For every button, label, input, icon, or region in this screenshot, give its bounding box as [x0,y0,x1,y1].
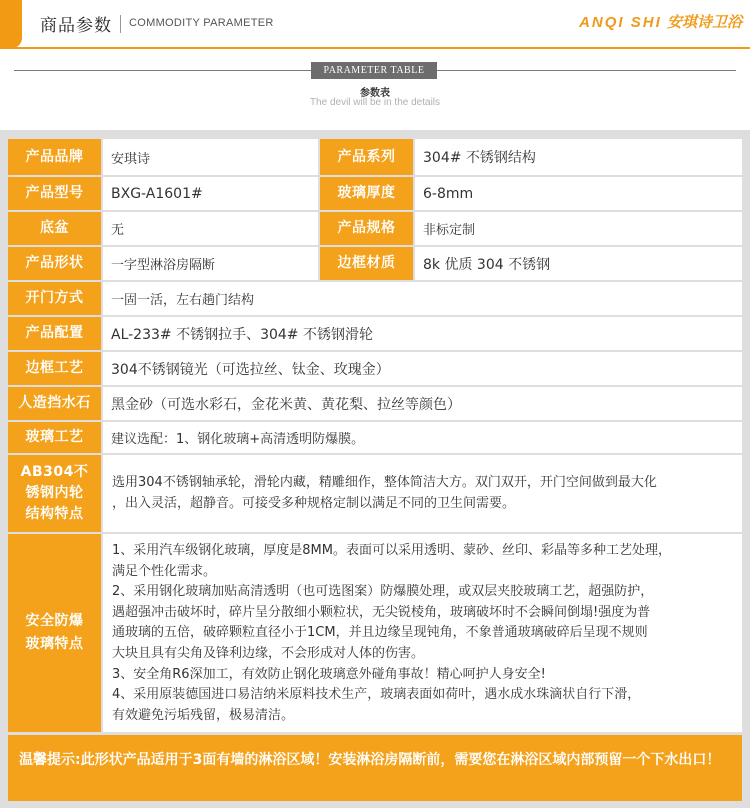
value-stone: 黑金砂（可选水彩石，金花米黄、黄花梨、拉丝等颜色） [103,387,742,420]
label-spec: 产品规格 [320,212,413,245]
section-title: 参数表 [360,88,390,99]
value-door: 一固一活，左右趟门结构 [103,282,742,315]
value-config: AL-233# 不锈钢拉手、304# 不锈钢滑轮 [103,317,742,350]
brand-logo-cn: 安琪诗卫浴 [666,13,742,31]
label-door: 开门方式 [8,282,101,315]
label-glass-thickness: 玻璃厚度 [320,177,413,210]
value-safety-line: 遇超强冲击破坏时，碎片呈分散细小颗粒状，无尖锐棱角，玻璃破坏时不会瞬间倒塌!强度为普 [112,604,651,620]
header-title: 商品参数 [40,16,112,36]
value-safety-line: 2、采用钢化玻璃加贴高清透明（也可选图案）防爆膜处理，或双层夹胶玻璃工艺，超强防护， [112,584,654,600]
value-base: 无 [103,212,318,245]
value-wheel-line: 选用304不锈钢轴承轮，滑轮内藏，精雕细作，整体简洁大方。双门双开，开门空间做到最大化 [112,475,657,490]
label-wheel-line: 锈钢内轮 [25,485,84,501]
header-divider [120,15,121,33]
value-spec: 非标定制 [415,212,742,245]
value-safety-line: 大块且具有尖角及锋利边缘，不会形成对人体的伤害。 [112,645,425,661]
label-wheel [8,455,101,532]
value-glass-craft: 建议选配：1、钢化玻璃+高清透明防爆膜。 [103,422,742,453]
label-wheel-line: 结构特点 [25,506,84,522]
value-frame-material: 8k 优质 304 不锈钢 [415,247,742,280]
label-safety-line: 安全防爆 [25,613,84,629]
label-series: 产品系列 [320,139,413,175]
label-glass-craft: 玻璃工艺 [8,422,101,453]
value-safety-line: 满足个性化需求。 [112,563,217,579]
value-wheel-line: ，出入灵活，超静音。可接受多种规格定制以满足不同的卫生间需要。 [112,496,516,511]
brand-logo-en: ANQI SHI [579,14,662,31]
value-shape: 一字型淋浴房隔断 [103,247,318,280]
value-safety [103,534,742,732]
value-wheel [103,455,742,532]
page-header [0,0,750,48]
label-wheel-line: AB304不 [20,464,89,480]
label-frame-material: 边框材质 [320,247,413,280]
brand-logo [579,11,742,32]
value-safety-line: 3、安全角R6深加工，有效防止钢化玻璃意外碰角事故！精心呵护人身安全! [112,666,546,682]
label-stone: 人造挡水石 [8,387,101,420]
label-safety-line: 玻璃特点 [25,636,84,652]
value-model: BXG-A1601# [103,177,318,210]
label-shape: 产品形状 [8,247,101,280]
label-model: 产品型号 [8,177,101,210]
header-underline [0,47,750,49]
value-safety-line: 通玻璃的五倍，破碎颗粒直径小于1CM，并且边缘呈现钝角，不象普通玻璃破碎后呈现不规则 [112,625,648,641]
header-subtitle: COMMODITY PARAMETER [129,17,274,29]
label-base: 底盆 [8,212,101,245]
header-accent-bar [0,0,22,48]
value-brand: 安琪诗 [103,139,318,175]
label-brand: 产品品牌 [8,139,101,175]
warm-tips: 温馨提示:此形状产品适用于3面有墙的淋浴区域！安装淋浴房隔断前，需要您在淋浴区域内部预留一个下水出口！ [8,735,742,801]
label-frame-craft: 边框工艺 [8,352,101,385]
section-tagline: The devil will be in the details [309,97,441,108]
value-frame-craft: 304不锈钢镜光（可选拉丝、钛金、玫瑰金） [103,352,742,385]
value-glass-thickness: 6-8mm [415,177,742,210]
section-badge: PARAMETER TABLE [311,62,437,79]
label-safety [8,534,101,732]
value-series: 304# 不锈钢结构 [415,139,742,175]
value-safety-line: 1、采用汽车级钢化玻璃，厚度是8MM。表面可以采用透明、蒙砂、丝印、彩晶等多种工艺处理， [112,543,671,558]
value-safety-line: 4、采用原装德国进口易洁纳米原料技术生产，玻璃表面如荷叶，遇水成水珠滴状自行下滑， [112,687,641,703]
value-safety-line: 有效避免污垢残留，极易清洁。 [112,707,295,723]
label-config: 产品配置 [8,317,101,350]
